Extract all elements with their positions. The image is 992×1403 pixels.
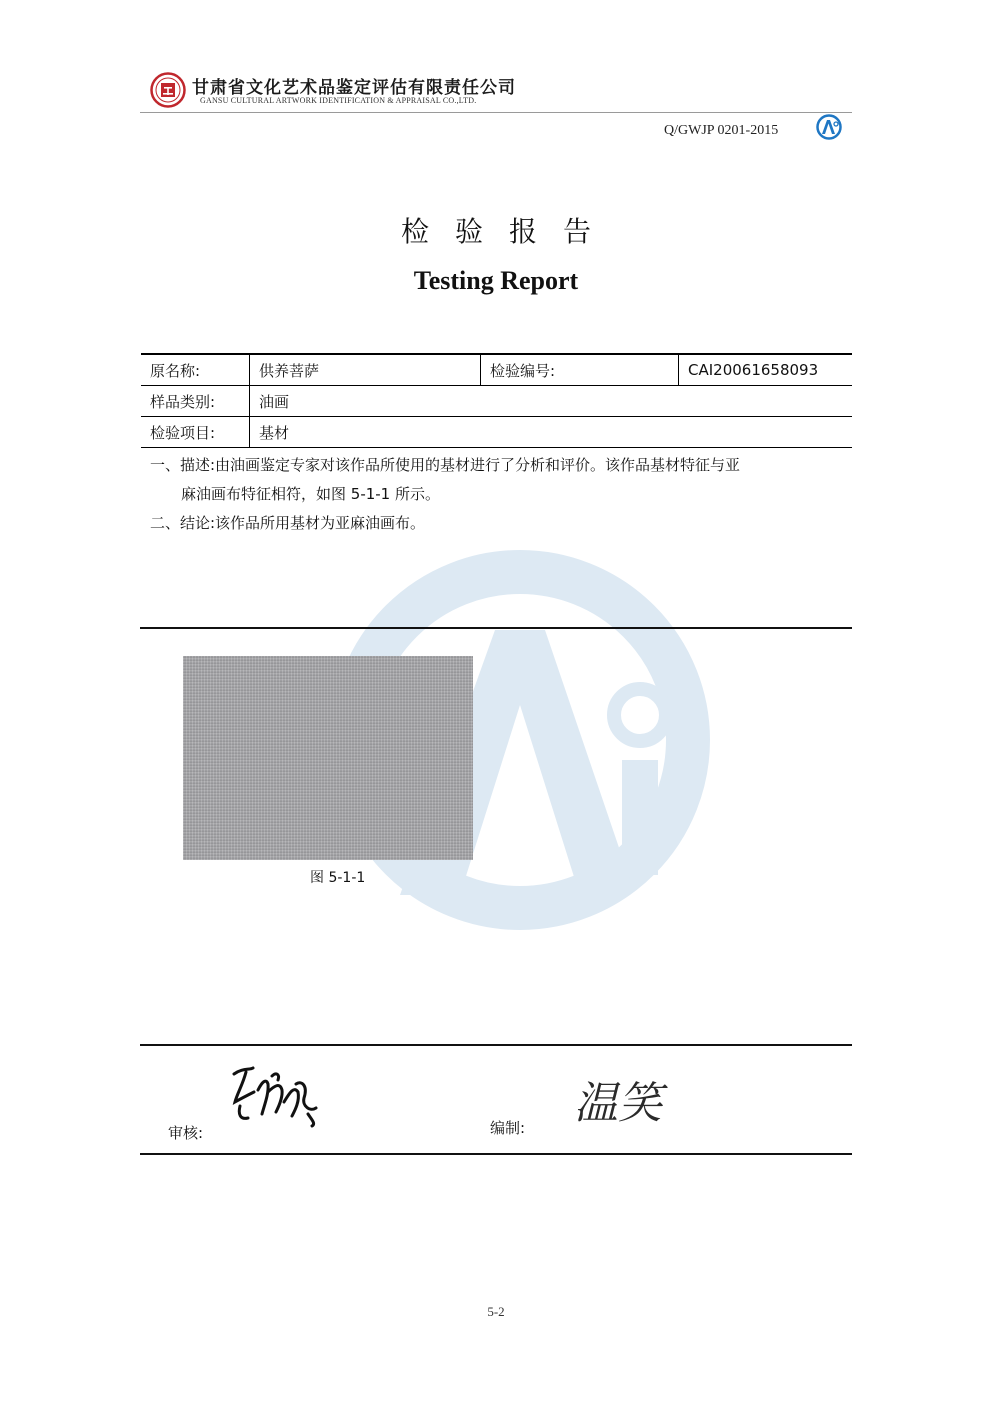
conclusion-line: 二、结论:该作品所用基材为亚麻油画布。 — [150, 514, 426, 532]
company-name-en: GANSU CULTURAL ARTWORK IDENTIFICATION & APPRAISAL CO.,LTD. — [200, 96, 477, 105]
company-logo-icon — [150, 72, 186, 108]
category-label: 样品类别: — [141, 386, 250, 417]
report-title-en: Testing Report — [413, 266, 579, 295]
page-number: 5-2 — [487, 1304, 505, 1319]
company-name-cn: 甘肃省文化艺术品鉴定评估有限责任公司 — [192, 78, 516, 98]
editor-label: 编制: — [490, 1119, 526, 1137]
info-table — [141, 353, 852, 448]
reviewer-signature — [228, 1062, 323, 1130]
inspection-no-label: 检验编号: — [481, 354, 679, 386]
standard-code: Q/GWJP 0201-2015 — [664, 123, 779, 138]
description-line-1: 一、描述:由油画鉴定专家对该作品所使用的基材进行了分析和评价。该作品基材特征与亚 — [150, 456, 741, 474]
item-value: 基材 — [250, 417, 853, 448]
category-value: 油画 — [250, 386, 853, 417]
table-row — [141, 386, 852, 417]
header-divider — [140, 112, 852, 113]
editor-signature — [572, 1074, 697, 1130]
ca-logo-icon — [816, 114, 842, 140]
name-label: 原名称: — [141, 354, 250, 386]
signature-top-divider — [140, 1044, 852, 1046]
reviewer-label: 审核: — [168, 1124, 204, 1142]
report-title-cn: 检验报告 — [400, 215, 617, 248]
svg-text:温笑: 温笑 — [574, 1078, 662, 1129]
figure-caption: 图 5-1-1 — [310, 870, 366, 886]
table-row — [141, 417, 852, 448]
table-row — [141, 354, 852, 386]
description-line-2: 麻油画布特征相符，如图 5-1-1 所示。 — [181, 485, 440, 503]
item-label: 检验项目: — [141, 417, 250, 448]
linen-canvas-sample-image — [183, 656, 473, 860]
inspection-no-value: CAI20061658093 — [679, 354, 853, 386]
signature-bottom-divider — [140, 1153, 852, 1155]
section-divider — [140, 627, 852, 629]
name-value: 供养菩萨 — [250, 354, 481, 386]
